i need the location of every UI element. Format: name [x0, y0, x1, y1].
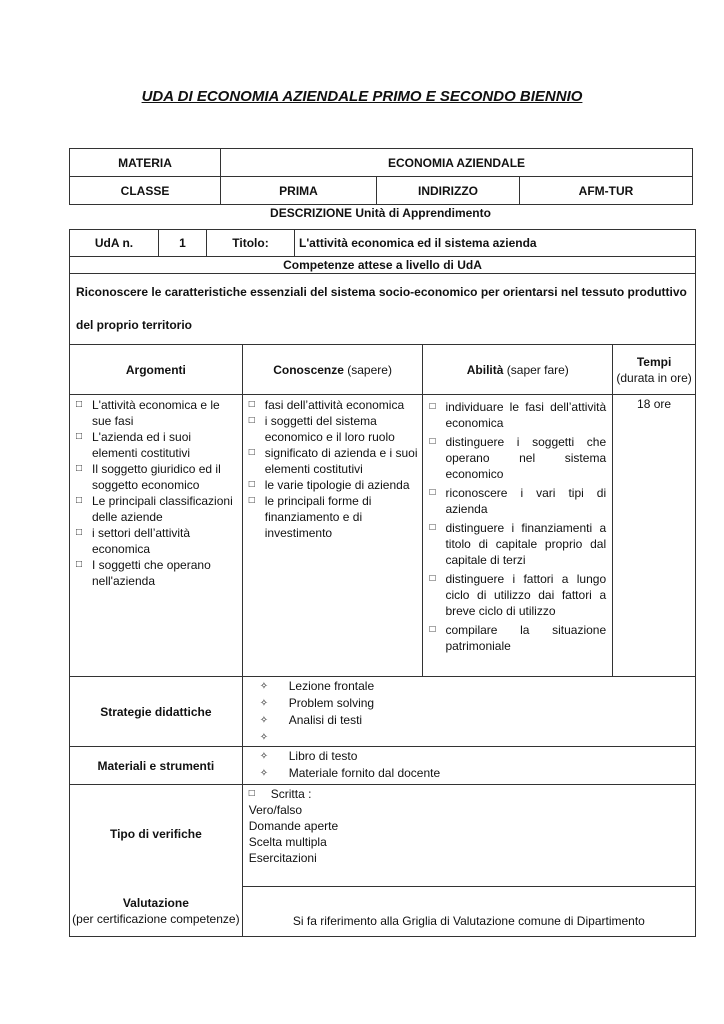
verifiche-item: Domande aperte	[248, 819, 339, 833]
materiali-item: ✧ Materiale fornito dal docente	[243, 765, 695, 782]
abilita-cell	[423, 395, 613, 677]
abilita-item: □ distinguere i fattori a lungo ciclo di utilizzo dai fattori a breve ciclo di utilizzo	[423, 571, 606, 619]
classe-label: CLASSE	[70, 177, 221, 205]
tempi-value: 18 ore	[613, 395, 696, 677]
abilita-item: □ distinguere i finanziamenti a titolo di capitale proprio dal capitale di terzi	[423, 520, 606, 568]
valutazione-sub: (per certificazione competenze)	[72, 912, 240, 927]
argomenti-item: □ I soggetti che operano nell'azienda	[70, 557, 238, 589]
abilita-item: □ distinguere i soggetti che operano nel sistema economico	[423, 434, 606, 482]
col-abilita-normal: (saper fare)	[503, 362, 569, 377]
materiali-label: Materiali e strumenti	[70, 747, 243, 785]
col-conoscenze-bold: Conoscenze	[273, 362, 344, 377]
conoscenze-item: □ significato di azienda e i suoi elementi costitutivi	[243, 445, 419, 477]
strategie-item: ✧ Problem solving	[243, 695, 695, 712]
document-title: UDA DI ECONOMIA AZIENDALE PRIMO E SECONDO BIENNIO	[141, 88, 583, 105]
indirizzo-label: INDIRIZZO	[377, 177, 520, 205]
argomenti-item: □ L'azienda ed i suoi elementi costitutivi	[70, 429, 238, 461]
col-conoscenze	[242, 345, 423, 395]
col-argomenti: Argomenti	[70, 345, 243, 395]
abilita-item: □ individuare le fasi dell’attività economica	[423, 399, 606, 431]
checkbox-bullet-icon: □	[248, 788, 255, 799]
classe-value: PRIMA	[221, 177, 377, 205]
titolo-value: L'attività economica ed il sistema azienda	[295, 230, 696, 257]
valutazione-label-cell	[70, 887, 243, 937]
argomenti-cell	[70, 395, 243, 677]
abilita-item: □ compilare la situazione patrimoniale	[423, 622, 606, 654]
verifiche-item: Esercitazioni	[248, 851, 317, 865]
competenze-heading: Competenze attese a livello di UdA	[70, 257, 696, 274]
header-table	[69, 148, 693, 205]
strategie-item	[243, 729, 695, 746]
strategie-cell	[242, 677, 695, 747]
description-heading: DESCRIZIONE Unità di Apprendimento	[270, 206, 491, 220]
col-conoscenze-normal: (sapere)	[343, 362, 392, 377]
strategie-label: Strategie didattiche	[70, 677, 243, 747]
verifiche-label: Tipo di verifiche	[70, 785, 243, 887]
verifiche-head	[249, 786, 695, 802]
uda-title-table	[69, 229, 696, 257]
abilita-item: □ riconoscere i vari tipi di azienda	[423, 485, 606, 517]
indirizzo-value: AFM-TUR	[520, 177, 693, 205]
titolo-label: Titolo:	[207, 230, 295, 257]
col-tempi	[613, 345, 696, 395]
uda-num-value: 1	[159, 230, 207, 257]
conoscenze-item: □ i soggetti del sistema economico e il loro ruolo	[243, 413, 419, 445]
materia-label: MATERIA	[70, 149, 221, 177]
verifiche-head-text: Scritta :	[270, 787, 312, 801]
conoscenze-item: □ fasi dell’attività economica	[243, 397, 419, 413]
col-tempi-bold: Tempi	[636, 354, 672, 369]
conoscenze-item: □ le varie tipologie di azienda	[243, 477, 419, 493]
conoscenze-item: □ le principali forme di finanziamento e di investimento	[243, 493, 419, 541]
valutazione-label: Valutazione	[122, 896, 189, 911]
competenze-text: Riconoscere le caratteristiche essenziali del sistema socio-economico per orientarsi nel tessuto produttivo del proprio territorio	[70, 274, 696, 345]
col-abilita-bold: Abilità	[466, 362, 504, 377]
col-tempi-normal: (durata in ore)	[616, 370, 692, 385]
verifiche-cell	[242, 785, 695, 887]
materiali-cell	[242, 747, 695, 785]
verifiche-item: Vero/falso	[248, 803, 303, 817]
argomenti-item: □ L'attività economica e le sue fasi	[70, 397, 238, 429]
verifiche-item: Scelta multipla	[248, 835, 327, 849]
materiali-item: ✧ Libro di testo	[243, 748, 695, 765]
uda-num-label: UdA n.	[70, 230, 159, 257]
argomenti-item: □ Le principali classificazioni delle aziende	[70, 493, 238, 525]
argomenti-item: □ i settori dell’attività economica	[70, 525, 238, 557]
col-abilita	[423, 345, 613, 395]
strategie-item: ✧ Analisi di testi	[243, 712, 695, 729]
uda-main-table	[69, 256, 696, 937]
argomenti-item: □ Il soggetto giuridico ed il soggetto economico	[70, 461, 238, 493]
materia-value: ECONOMIA AZIENDALE	[221, 149, 693, 177]
strategie-item: ✧ Lezione frontale	[243, 678, 695, 695]
conoscenze-cell	[242, 395, 423, 677]
valutazione-text: Si fa riferimento alla Griglia di Valutazione comune di Dipartimento	[242, 887, 695, 937]
